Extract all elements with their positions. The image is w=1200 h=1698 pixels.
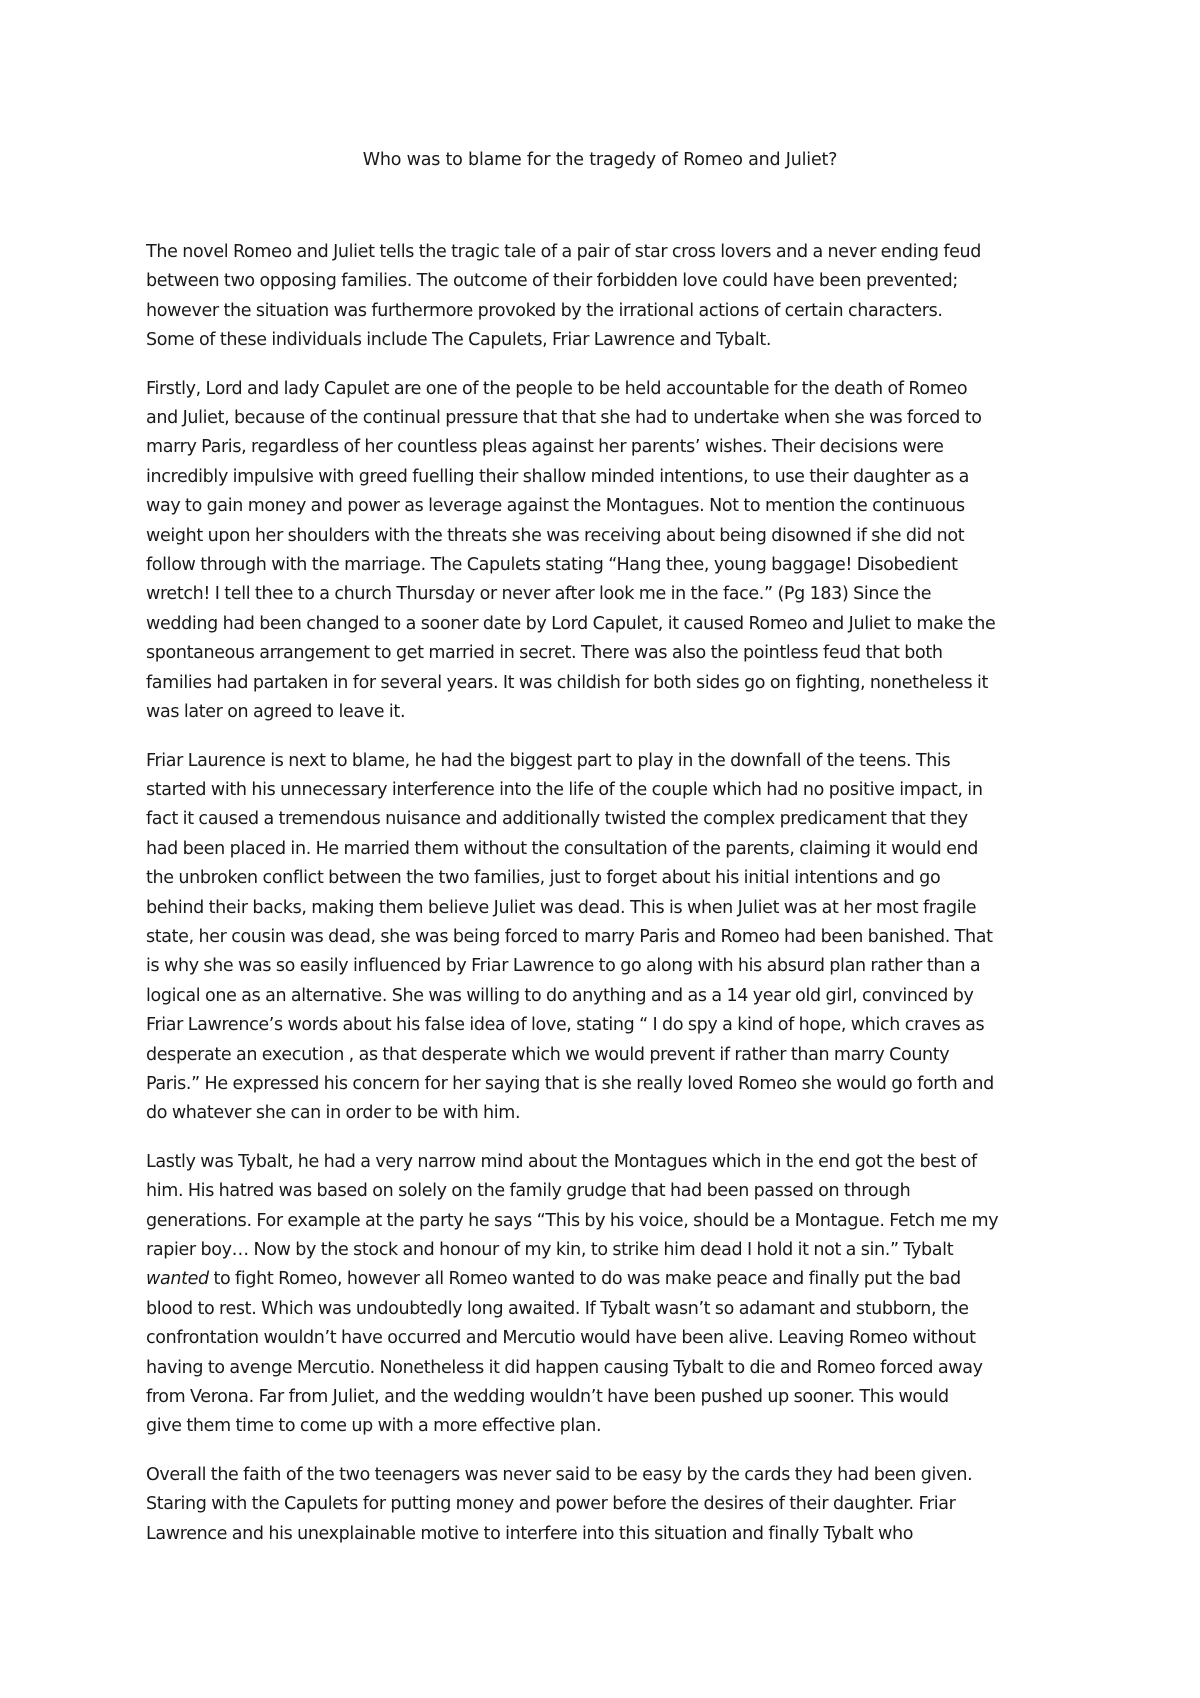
text-line: having to avenge Mercutio. Nonetheless it did happen causing Tybalt to die and Romeo forced away bbox=[146, 1357, 983, 1378]
text-line: Some of these individuals include The Capulets, Friar Lawrence and Tybalt. bbox=[146, 330, 772, 351]
text-line: wedding had been changed to a sooner date by Lord Capulet, it caused Romeo and Juliet to make the bbox=[146, 613, 996, 634]
text-line: fact it caused a tremendous nuisance and additionally twisted the complex predicament that they bbox=[146, 809, 968, 830]
text-line: the unbroken conflict between the two families, just to forget about his initial intentions and go bbox=[146, 868, 941, 889]
text-line: behind their backs, making them believe Juliet was dead. This is when Juliet was at her most fragile bbox=[146, 897, 977, 918]
text-line: Staring with the Capulets for putting money and power before the desires of their daughter. Friar bbox=[146, 1494, 956, 1515]
text-line: spontaneous arrangement to get married in secret. There was also the pointless feud that both bbox=[146, 643, 943, 664]
text-line: is why she was so easily influenced by Friar Lawrence to go along with his absurd plan rather than a bbox=[146, 956, 981, 977]
text-line: him. His hatred was based on solely on the family grudge that had been passed on through bbox=[146, 1181, 911, 1202]
text-line: wretch! I tell thee to a church Thursday or never after look me in the face.” (Pg 183) Since the bbox=[146, 584, 932, 605]
text-line: started with his unnecessary interference into the life of the couple which had no positive impact, in bbox=[146, 779, 983, 800]
text-line: give them time to come up with a more effective plan. bbox=[146, 1416, 602, 1437]
text-line: between two opposing families. The outcome of their forbidden love could have been prevented; bbox=[146, 271, 958, 292]
text-line: had been placed in. He married them without the consultation of the parents, claiming it would end bbox=[146, 838, 979, 859]
text-line: logical one as an alternative. She was willing to do anything and as a 14 year old girl, convinced by bbox=[146, 985, 974, 1006]
line-remainder: to fight Romeo, however all Romeo wanted to do was make peace and finally put the bad bbox=[208, 1269, 961, 1290]
text-line: was later on agreed to leave it. bbox=[146, 702, 406, 723]
text-line: blood to rest. Which was undoubtedly long awaited. If Tybalt wasn’t so adamant and stubborn, the bbox=[146, 1298, 969, 1319]
text-line: weight upon her shoulders with the threats she was receiving about being disowned if she did not bbox=[146, 525, 965, 546]
text-line bbox=[146, 1265, 1076, 1294]
text-line: do whatever she can in order to be with him. bbox=[146, 1103, 521, 1124]
text-line: desperate an execution , as that desperate which we would prevent if rather than marry County bbox=[146, 1044, 950, 1065]
text-line: Paris.” He expressed his concern for her saying that is she really loved Romeo she would go forth and bbox=[146, 1073, 994, 1094]
essay-body bbox=[146, 238, 1076, 1568]
essay-paragraph bbox=[146, 375, 1076, 728]
text-line: follow through with the marriage. The Capulets stating “Hang thee, young baggage! Disobedient bbox=[146, 555, 958, 576]
text-line: marry Paris, regardless of her countless pleas against her parents’ wishes. Their decisions were bbox=[146, 437, 944, 458]
essay-paragraph bbox=[146, 747, 1076, 1129]
text-line: families had partaken in for several years. It was childish for both sides go on fighting, nonetheless it bbox=[146, 672, 989, 693]
essay-title: Who was to blame for the tragedy of Romeo and Juliet? bbox=[362, 150, 838, 170]
text-line: Overall the faith of the two teenagers was never said to be easy by the cards they had been given. bbox=[146, 1464, 973, 1485]
text-line: Lastly was Tybalt, he had a very narrow mind about the Montagues which in the end got the best of bbox=[146, 1151, 977, 1172]
text-line: and Juliet, because of the continual pressure that that she had to undertake when she was forced to bbox=[146, 408, 982, 429]
essay-paragraph bbox=[146, 238, 1076, 356]
text-line: The novel Romeo and Juliet tells the tragic tale of a pair of star cross lovers and a never ending feud bbox=[146, 242, 982, 262]
italic-emphasis: wanted bbox=[146, 1269, 209, 1290]
text-line: confrontation wouldn’t have occurred and Mercutio would have been alive. Leaving Romeo without bbox=[146, 1328, 976, 1349]
text-line: however the situation was furthermore provoked by the irrational actions of certain characters. bbox=[146, 300, 943, 321]
text-line: Friar Lawrence’s words about his false idea of love, stating “ I do spy a kind of hope, which craves as bbox=[146, 1015, 985, 1036]
essay-paragraph bbox=[146, 1461, 1076, 1549]
text-line: state, her cousin was dead, she was being forced to marry Paris and Romeo had been banished. That bbox=[146, 926, 993, 947]
text-line: generations. For example at the party he says “This by his voice, should be a Montague. Fetch me my bbox=[146, 1210, 999, 1231]
text-line: Lawrence and his unexplainable motive to interfere into this situation and finally Tybalt who bbox=[146, 1523, 914, 1544]
text-line: Firstly, Lord and lady Capulet are one of the people to be held accountable for the death of Romeo bbox=[146, 378, 968, 399]
text-line: incredibly impulsive with greed fuelling their shallow minded intentions, to use their daughter as a bbox=[146, 466, 970, 487]
text-line: Friar Laurence is next to blame, he had the biggest part to play in the downfall of the teens. This bbox=[146, 750, 951, 771]
text-line: rapier boy… Now by the stock and honour of my kin, to strike him dead I hold it not a sin.” Tybalt bbox=[146, 1240, 954, 1260]
essay-paragraph bbox=[146, 1148, 1076, 1442]
text-line: way to gain money and power as leverage against the Montagues. Not to mention the continuous bbox=[146, 496, 965, 517]
text-line: from Verona. Far from Juliet, and the wedding wouldn’t have been pushed up sooner. This would bbox=[146, 1387, 949, 1408]
